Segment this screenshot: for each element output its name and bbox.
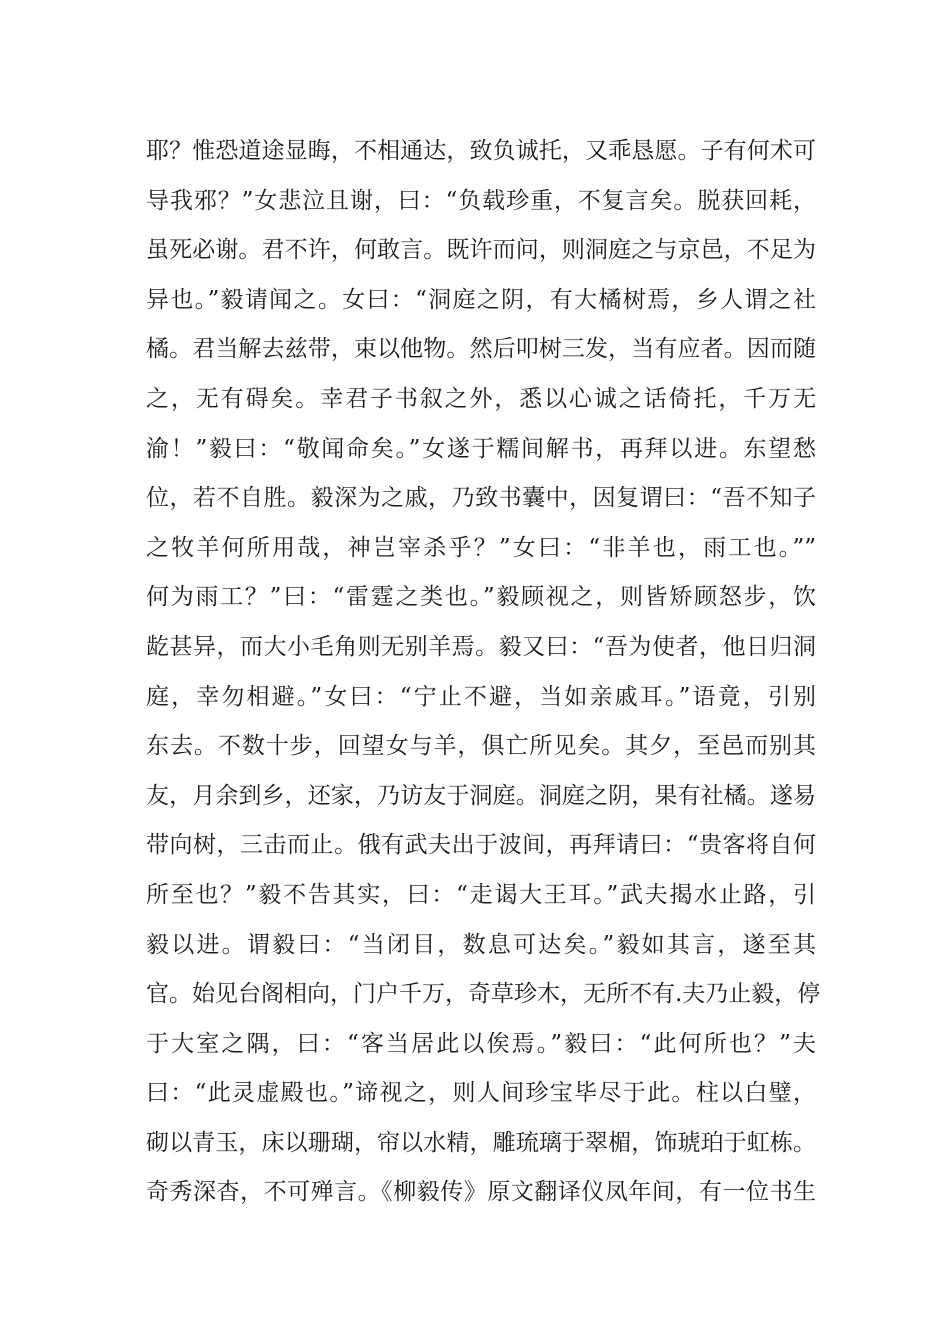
- text-line: 之，无有碍矣。幸君子书叙之外，悉以心诚之话倚托，千万无: [146, 385, 816, 412]
- body-text: [146, 134, 821, 1225]
- text-line: 奇秀深杳，不可殚言。《柳毅传》原文翻译仪凤年间，有一位书生: [146, 1179, 816, 1206]
- text-line: 导我邪？”女悲泣且谢，曰：“负载珍重，不复言矣。脱获回耗，: [146, 187, 816, 214]
- text-line: 异也。”毅请闻之。女曰：“洞庭之阴，有大橘树焉，乡人谓之社: [146, 286, 816, 313]
- text-line: 何为雨工？”曰：“雷霆之类也。”毅顾视之，则皆矫顾怒步，饮: [146, 584, 816, 611]
- text-line: 砌以青玉，床以珊瑚，帘以水精，雕琉璃于翠楣，饰琥珀于虹栋。: [146, 1129, 816, 1156]
- text-line: 之牧羊何所用哉，神岂宰杀乎？”女曰：“非羊也，雨工也。””: [146, 534, 816, 561]
- text-line: 耶？惟恐道途显晦，不相通达，致负诚托，又乖恳愿。子有何术可: [146, 138, 816, 164]
- text-line: 官。始见台阁相向，门户千万，奇草珍木，无所不有.夫乃止毅，停: [146, 981, 821, 1008]
- text-line: 东去。不数十步，回望女与羊，俱亡所见矣。其夕，至邑而别其: [146, 733, 816, 760]
- text-line: 位，若不自胜。毅深为之戚，乃致书囊中，因复谓曰：“吾不知子: [146, 485, 816, 512]
- text-line: 于大室之隅，曰：“客当居此以俟焉。”毅曰：“此何所也？”夫: [146, 1030, 816, 1057]
- text-line: 毅以进。谓毅曰：“当闭目，数息可达矣。”毅如其言，遂至其: [146, 931, 816, 958]
- text-line: 龁甚异，而大小毛角则无别羊焉。毅又曰：“吾为使者，他日归洞: [146, 633, 816, 660]
- text-line: 友，月余到乡，还家，乃访友于洞庭。洞庭之阴，果有社橘。遂易: [146, 782, 816, 809]
- text-line: 渝！”毅曰：“敬闻命矣。”女遂于糯间解书，再拜以进。东望愁: [146, 435, 816, 462]
- text-line: 庭，幸勿相避。”女曰：“宁止不避，当如亲戚耳。”语竟，引别: [146, 683, 816, 710]
- text-line: 带向树，三击而止。俄有武夫出于波间，再拜请曰：“贵客将自何: [146, 832, 816, 859]
- text-line: 橘。君当解去兹带，束以他物。然后叩树三发，当有应者。因而随: [146, 336, 816, 363]
- text-line: 曰：“此灵虚殿也。”谛视之，则人间珍宝毕尽于此。柱以白璧，: [146, 1080, 816, 1107]
- text-line: 所至也？”毅不告其实，曰：“走谒大王耳。”武夫揭水止路，引: [146, 881, 816, 908]
- text-line: 虽死必谢。君不许，何敢言。既许而问，则洞庭之与京邑，不足为: [146, 237, 816, 264]
